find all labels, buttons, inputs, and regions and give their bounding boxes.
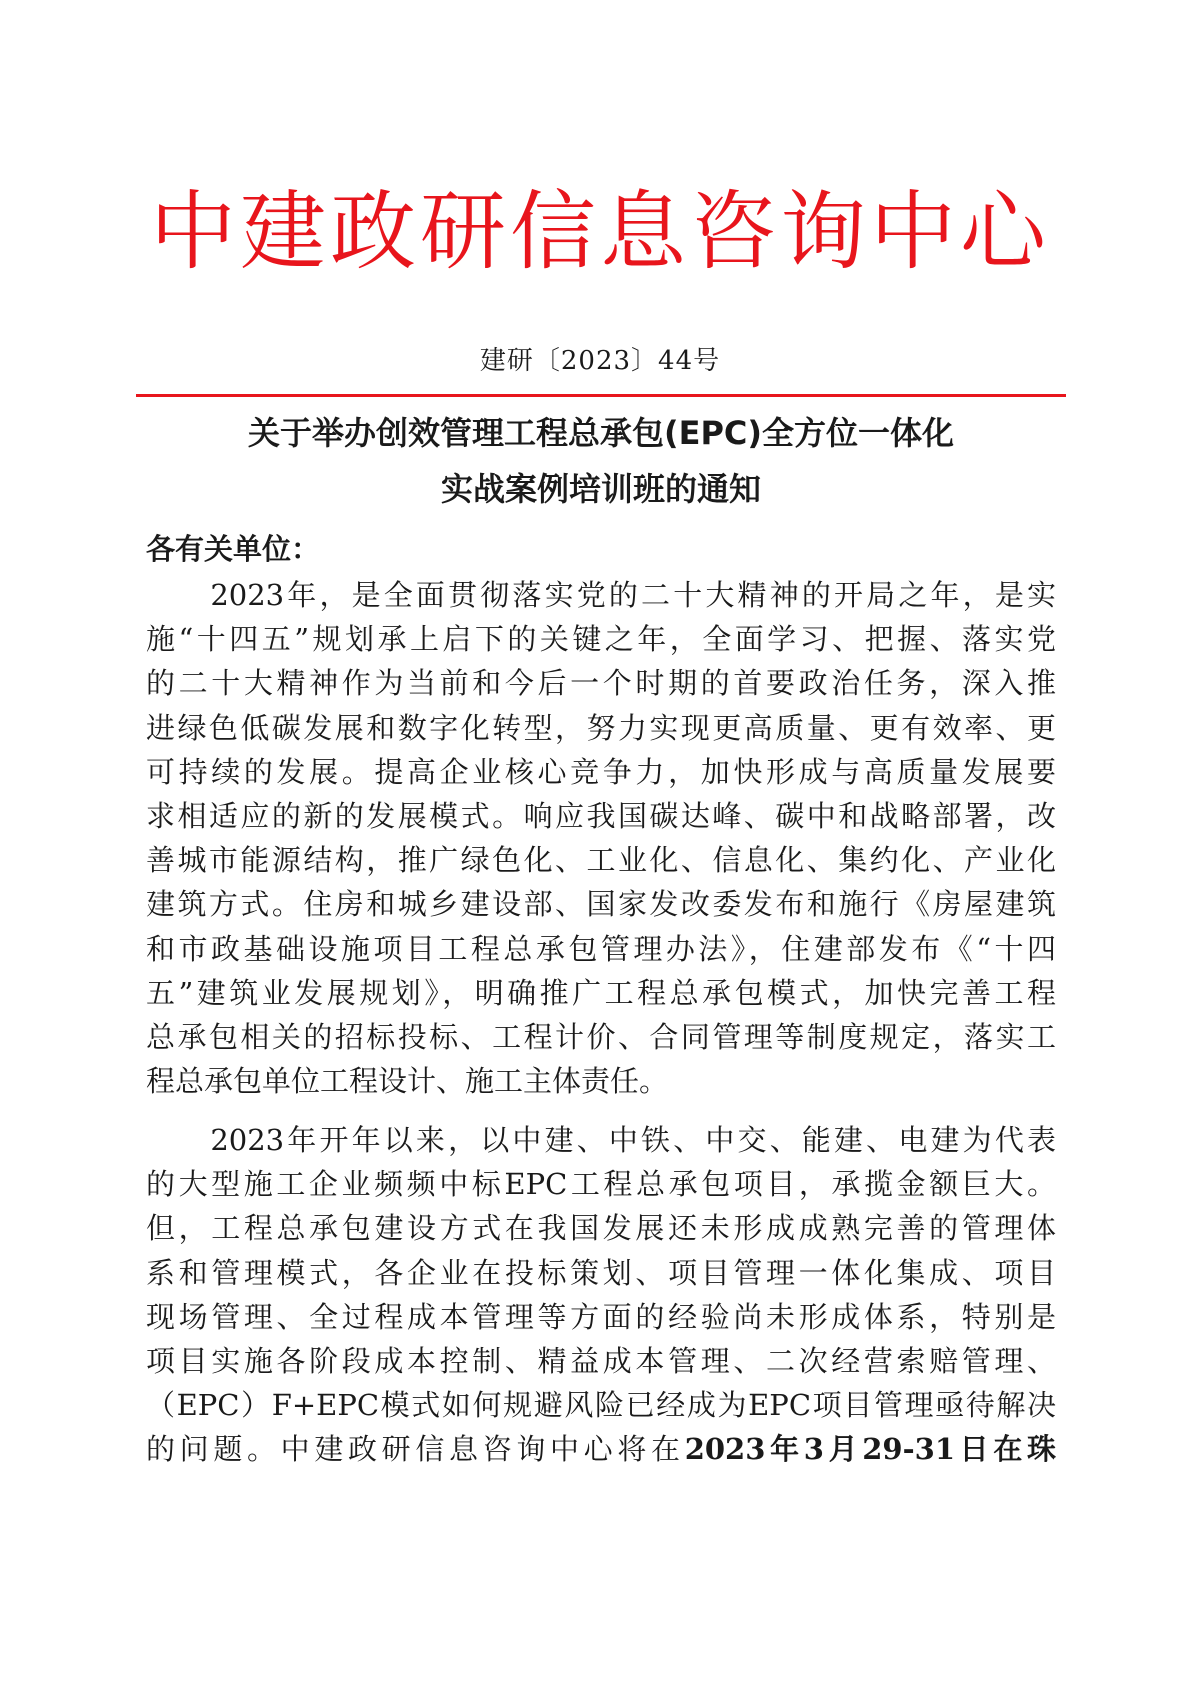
paragraph-1-line: 可持续的发展。提高企业核心竞争力，加快形成与高质量发展要 <box>146 754 1056 789</box>
paragraph-1-line: 的二十大精神作为当前和今后一个时期的首要政治任务，深入推 <box>146 666 1056 701</box>
paragraph-2-line: 但，工程总承包建设方式在我国发展还未形成成熟完善的管理体 <box>146 1211 1056 1246</box>
paragraph-1-line: 2023年，是全面贯彻落实党的二十大精神的开局之年，是实 <box>146 578 1056 612</box>
paragraph-1-line: 求相适应的新的发展模式。响应我国碳达峰、碳中和战略部署，改 <box>146 799 1056 834</box>
red-divider-line <box>136 394 1066 397</box>
notice-title <box>136 405 1066 517</box>
paragraph-2-last-line <box>146 1427 1056 1471</box>
paragraph-1-line: 总承包相关的招标投标、工程计价、合同管理等制度规定，落实工 <box>146 1020 1056 1055</box>
paragraph-1-line: 进绿色低碳发展和数字化转型，努力实现更高质量、更有效率、更 <box>146 710 1056 745</box>
notice-title-line-2: 实战案例培训班的通知 <box>440 470 761 508</box>
paragraph-2-line: （EPC）F+EPC模式如何规避风险已经成为EPC项目管理亟待解决 <box>146 1388 1056 1423</box>
salutation: 各有关单位： <box>146 532 321 566</box>
paragraph-1 <box>146 573 1056 1103</box>
notice-title-line-1: 关于举办创效管理工程总承包(EPC)全方位一体化 <box>247 414 955 452</box>
paragraph-2-line: 的大型施工企业频频中标EPC工程总承包项目，承揽金额巨大。 <box>146 1167 1056 1202</box>
paragraph-1-line: 五”建筑业发展规划》，明确推广工程总承包模式，加快完善工程 <box>146 975 1056 1010</box>
organization-header: 中建政研信息咨询中心 <box>150 182 1050 282</box>
paragraph-1-line: 施“十四五”规划承上启下的关键之年，全面学习、把握、落实党 <box>146 622 1056 657</box>
document-number: 建研〔2023〕44号 <box>479 346 721 376</box>
event-date-location: 2023年3月29-31日在珠 <box>684 1432 1056 1467</box>
paragraph-1-line: 善城市能源结构，推广绿色化、工业化、信息化、集约化、产业化 <box>146 843 1056 878</box>
paragraph-2-line: 现场管理、全过程成本管理等方面的经验尚未形成体系，特别是 <box>146 1299 1056 1334</box>
paragraph-1-line: 和市政基础设施项目工程总承包管理办法》，住建部发布《“十四 <box>146 931 1056 966</box>
paragraph-1-line: 建筑方式。住房和城乡建设部、国家发改委发布和施行《房屋建筑 <box>146 887 1056 922</box>
paragraph-2-line: 2023年开年以来，以中建、中铁、中交、能建、电建为代表 <box>146 1123 1056 1157</box>
paragraph-2 <box>146 1118 1056 1472</box>
paragraph-2-last-line-plain: 的问题。中建政研信息咨询中心将在 <box>146 1432 685 1467</box>
paragraph-2-line: 系和管理模式，各企业在投标策划、项目管理一体化集成、项目 <box>146 1255 1056 1290</box>
paragraph-2-line: 项目实施各阶段成本控制、精益成本管理、二次经营索赔管理、 <box>146 1344 1056 1379</box>
paragraph-1-line: 程总承包单位工程设计、施工主体责任。 <box>146 1064 669 1099</box>
